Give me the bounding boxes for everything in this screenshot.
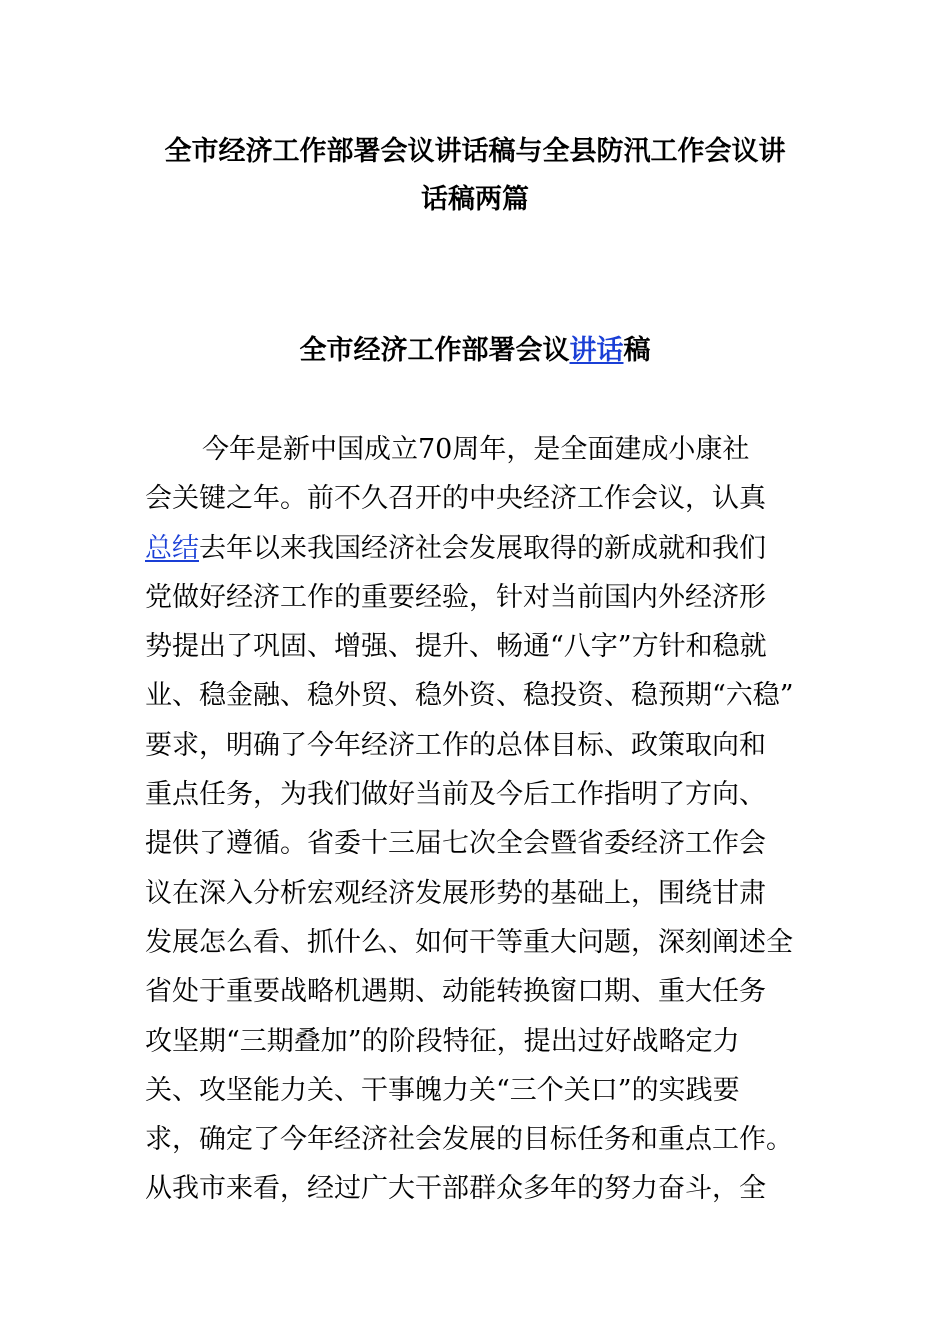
document-title-line-1: 全市经济工作部署会议讲话稿与全县防汛工作会议讲 bbox=[164, 136, 786, 167]
section-title-text: 全市经济工作部署会议 bbox=[299, 335, 570, 366]
paragraph-line: 关、攻坚能力关、干事魄力关“三个关口”的实践要 bbox=[145, 1074, 740, 1106]
body-paragraph bbox=[145, 432, 835, 1221]
paragraph-line: 今年是新中国成立70周年，是全面建成小康社 bbox=[202, 434, 750, 465]
summary-link[interactable]: 总结 bbox=[145, 532, 199, 564]
paragraph-line-text: 去年以来我国经济社会发展取得的新成就和我们 bbox=[199, 532, 766, 564]
paragraph-line: 提供了遵循。省委十三届七次全会暨省委经济工作会 bbox=[145, 828, 766, 860]
paragraph-line: 势提出了巩固、增强、提升、畅通“八字”方针和稳就 bbox=[145, 631, 767, 663]
speech-link[interactable]: 讲话 bbox=[569, 335, 624, 366]
document-title-line-2: 话稿两篇 bbox=[421, 184, 529, 215]
paragraph-line: 发展怎么看、抓什么、如何干等重大问题，深刻阐述全 bbox=[145, 926, 793, 958]
paragraph-line: 会关键之年。前不久召开的中央经济工作会议，认真 bbox=[145, 483, 766, 515]
paragraph-line: 省处于重要战略机遇期、动能转换窗口期、重大任务 bbox=[145, 976, 766, 1008]
section-title-suffix: 稿 bbox=[623, 335, 651, 366]
paragraph-line: 从我市来看，经过广大干部群众多年的努力奋斗，全 bbox=[145, 1173, 766, 1205]
paragraph-line: 党做好经济工作的重要经验，针对当前国内外经济形 bbox=[145, 581, 766, 613]
section-title bbox=[100, 336, 850, 366]
paragraph-line: 议在深入分析宏观经济发展形势的基础上，围绕甘肃 bbox=[145, 877, 766, 909]
paragraph-line: 攻坚期“三期叠加”的阶段特征，提出过好战略定力 bbox=[145, 1025, 740, 1057]
paragraph-line bbox=[145, 531, 835, 580]
paragraph-line: 要求，明确了今年经济工作的总体目标、政策取向和 bbox=[145, 729, 766, 761]
paragraph-line: 重点任务，为我们做好当前及今后工作指明了方向、 bbox=[145, 779, 766, 811]
paragraph-line: 业、稳金融、稳外贸、稳外资、稳投资、稳预期“六稳” bbox=[145, 680, 794, 712]
paragraph-line: 求，确定了今年经济社会发展的目标任务和重点工作。 bbox=[145, 1124, 793, 1156]
